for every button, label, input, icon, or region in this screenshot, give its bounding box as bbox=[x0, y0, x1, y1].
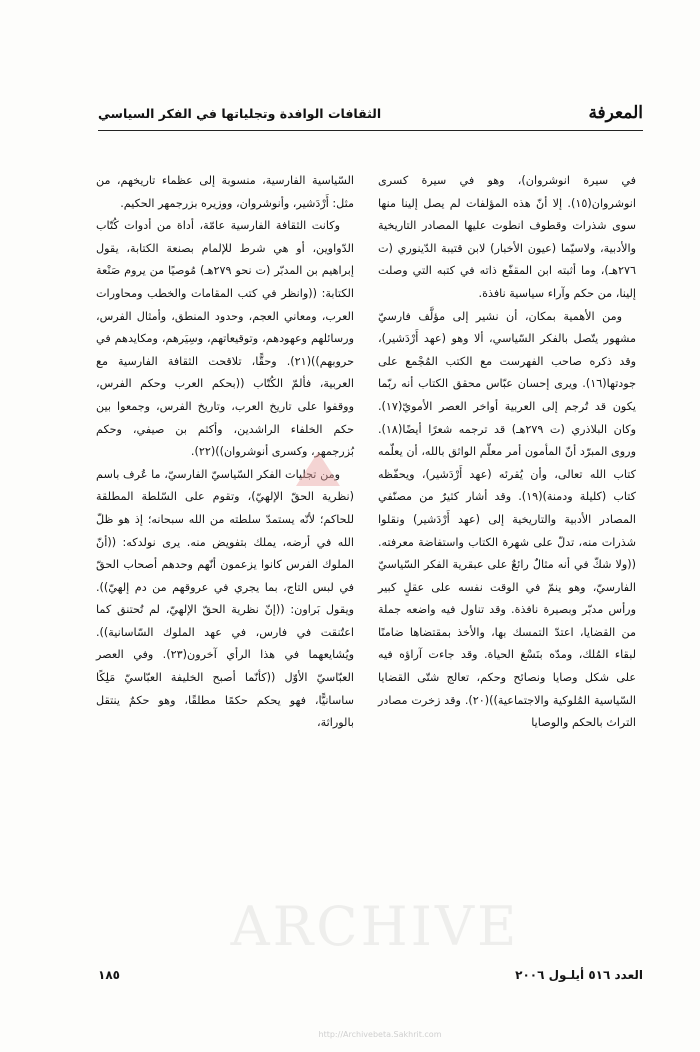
header-rule bbox=[98, 130, 643, 131]
text-column-right bbox=[378, 170, 636, 735]
paragraph: ومن تجليات الفكر السّياسيّ الفارسيّ، ما عُرف باسم (نظرية الحقّ الإلهيّ)، وتقوم على السّلطة المطلقة للحاكم؛ لأنّه يستمدّ سلطته من الله سبحانه؛ إذ هو ظلّ الله في أرضه، يملك بتفويض منه. يرى نولدكه: ((أنّ الملوك الفرس كانوا يزعمون أنّهم وحدهم أصحاب الحقّ في لبس التاج، بما يجري في عروقهم من دم إلهيّ)). ويقول بَراون: ((إنّ نظرية الحقّ الإلهيّ، لم تُحتنق كما اعتُنقت في فارس، في عهد الملوك السّاسانية)). ويُشايعهما في هذا الرأي آخرون(٢٣). وفي العصر العبّاسيّ الأوّل ((كأنّما أصبح الخليفة العبّاسيّ مَلِكًا ساسانيًّا، فهو يحكم حكمًا مطلقًا، وهو حكمٌ ينتقل بالوراثة، bbox=[96, 467, 354, 730]
issue-info: العدد ٥١٦ أيلـول ٢٠٠٦ bbox=[515, 968, 643, 982]
running-title: الثقافات الوافدة وتجلياتها في الفكر السياسي bbox=[98, 105, 382, 121]
magazine-logo: المعرفة bbox=[588, 103, 643, 123]
archive-watermark-url: http://Archivebeta.Sakhrit.com bbox=[318, 1030, 442, 1039]
paragraph: في سيرة انوشروان)، وهو في سيرة كسرى انوشروان(١٥). إلا أنّ هذه المؤلفات لم يصل إلينا منها سوى شذرات وقطوف انطوت عليها المصادر التاريخية والأدبية، ولاسيّما (عيون الأخبار) لابن قتيبة الدّينوري (ت ٢٧٦هـ)، وما أثبته ابن المقفّع ذاته في كتبه التي وصلت إلينا، من حكم وآراء سياسية نافذة. bbox=[378, 174, 636, 300]
paragraph: السّياسية الفارسية، منسوبة إلى عظماء تاريخهم، من مثل: أَرْدَشير، وأنوشروان، ووزيره بزرجمهر الحكيم. bbox=[96, 174, 354, 210]
page-footer bbox=[98, 968, 643, 982]
archive-watermark: ARCHIVE bbox=[230, 895, 520, 958]
paragraph: ومن الأهمية بمكان، أن نشير إلى مؤلَّف فارسيّ مشهور يتّصل بالفكر السّياسي، ألا وهو (عهد أَرْدَشير)، وقد ذكره صاحب الفهرست مع الكتب المُجْمع على جودتها(١٦). ويرى إحسان عبّاس محقق الكتاب أنه ربّما يكون قد تُرجم إلى العربية أواخر العصر الأمويّ(١٧). وكان البلاذري (ت ٢٧٩هـ) قد ترجمه شعرًا أيضًا(١٨). وروى المبرّد أنّ المأمون أمر معلّم الواثق بالله، أن يعلّمه كتاب الله تعالى، وأن يُقرئه (عهد أَرْدَشير)، ويحفّظه كتاب (كليلة ودمنة)(١٩). وقد أشار كثيرٌ من مصنّفي المصادر الأدبية والتاريخية إلى (عهد أَرْدَشير) ونقلوا شذرات منه، تدلّ على شهرة الكتاب واستفاضة معرفته. ((ولا شكّ في أنه مثالٌ رائعٌ على عبقرية الفكر السّياسيّ الفارسيّ، وهو ينمّ في الوقت نفسه على عقلٍ كبير ورأس مدبّر وبصيرة نافذة. وقد تناول فيه واضعه جملة من القضايا، اعتدّ التمسك بها، والأخذ بمقتضاها ضامنًا لبقاء المُلك، ومدّه بنَسْغ الحياة. وقد جاءت آراؤه فيه على شكل وصايا ونصائح وحكم، تعالج شتّى القضايا السّياسية المُلوكية والاجتماعية))(٢٠). وقد زخرت مصادر التراث بالحكم والوصايا bbox=[378, 309, 636, 730]
paragraph: وكانت الثقافة الفارسية عامّة، أداة من أدوات كُتّاب الدّواوين، أو هي شرط للإلمام بصنعة الكتابة، يقول إبراهيم بن المدبّر (ت نحو ٢٧٩هـ) مُوصيًا من يروم صَنْعة الكتابة: ((وانظر في كتب المقامات والخطب ومحاورات العرب، ومعاني العجم، وحدود المنطق، وأمثال الفرس، ورسائلهم وعهودهم، وتوقيعاتهم، وسِيَرهم، ومكايدهم في حروبهم))(٢١). وحقًّا، تلاقحت الثقافة الفارسية مع العربية، فألمّ الكُتّاب ((بحكم العرب وحكم الفرس، ووقفوا على تاريخ العرب، وتاريخ الفرس، وجمعوا بين حكم الخلفاء الراشدين، وأكثم بن صيفي، وحكم بُزرجمهر، وكسرى أنوشروان))(٢٢). bbox=[96, 219, 354, 459]
page-number: ١٨٥ bbox=[98, 968, 120, 982]
archive-watermark-logo bbox=[296, 452, 340, 486]
page-header bbox=[98, 100, 643, 126]
